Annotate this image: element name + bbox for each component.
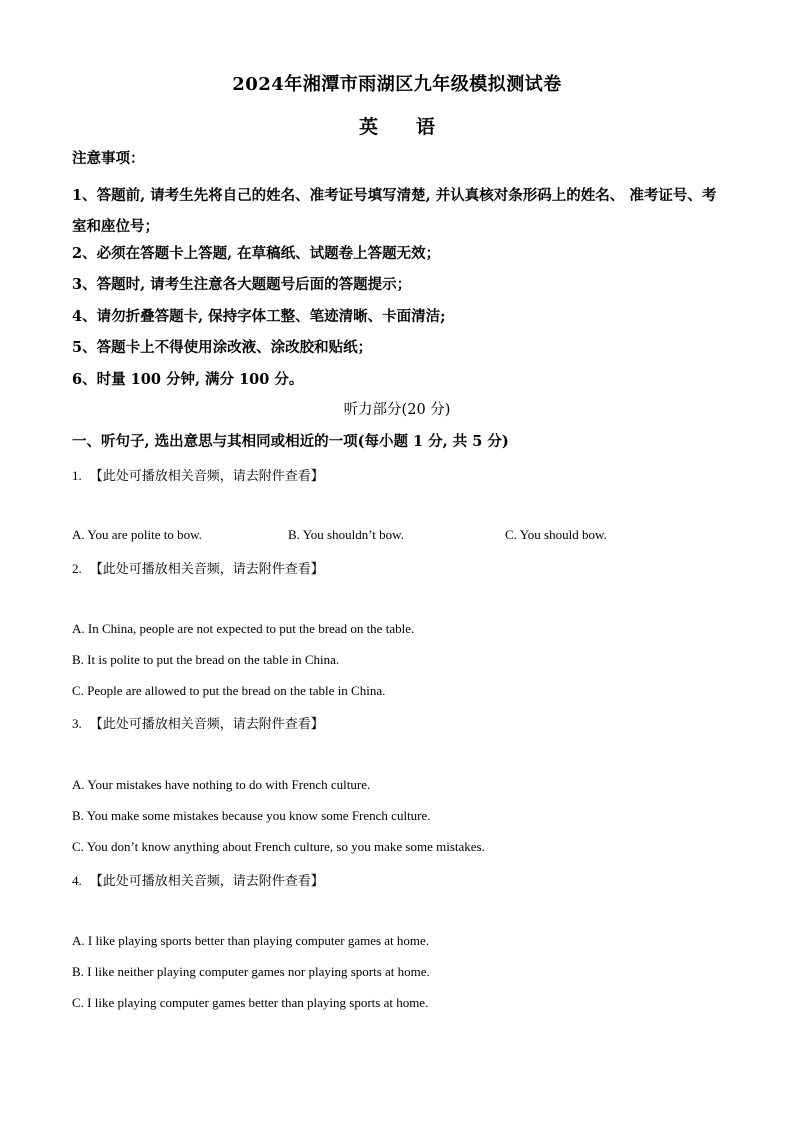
instruction-item: 4、请勿折叠答题卡, 保持字体工整、笔迹清晰、卡面清洁;: [72, 307, 446, 325]
listening-part-title: 听力部分(20 分): [343, 402, 451, 418]
audio-note: 【此处可播放相关音频，请去附件查看】: [89, 469, 324, 484]
question-number: 1.: [72, 468, 82, 483]
exam-title: 2024年湘潭市雨湖区九年级模拟测试卷: [232, 74, 562, 95]
instructions-block: [72, 148, 724, 400]
question-4-option-c[interactable]: C. I like playing computer games better than playing sports at home.: [72, 995, 429, 1010]
instruction-item: 2、必须在答题卡上答题, 在草稿纸、试题卷上答题无效；: [72, 244, 441, 262]
question-1-audio[interactable]: [72, 465, 324, 484]
question-4-option-a[interactable]: A. I like playing sports better than playing computer games at home.: [72, 933, 430, 948]
instruction-item: 5、答题卡上不得使用涂改液、涂改胶和贴纸；: [72, 339, 373, 356]
question-2-option-c[interactable]: C. People are allowed to put the bread on the table in China.: [72, 683, 386, 698]
question-number: 2.: [72, 561, 82, 576]
instruction-item: 6、时量 100 分钟, 满分 100 分。: [72, 370, 304, 388]
question-1-option-b[interactable]: B. You shouldn’t bow.: [288, 527, 404, 542]
question-3-option-c[interactable]: C. You don’t know anything about French culture, so you make some mistakes.: [72, 839, 485, 854]
question-4-audio[interactable]: [72, 870, 324, 889]
instruction-item: 3、答题时, 请考生注意各大题题号后面的答题提示；: [72, 276, 412, 293]
section-title: 一、听句子, 选出意思与其相同或相近的一项(每小题 1 分, 共 5 分): [72, 433, 509, 450]
question-2-option-a[interactable]: A. In China, people are not expected to put the bread on the table.: [72, 621, 415, 636]
question-number: 4.: [72, 873, 82, 888]
question-2-audio[interactable]: [72, 558, 324, 577]
question-4-option-b[interactable]: B. I like neither playing computer games nor playing sports at home.: [72, 964, 430, 979]
question-3-audio[interactable]: [72, 713, 324, 732]
question-2-option-b[interactable]: B. It is polite to put the bread on the table in China.: [72, 652, 340, 667]
instruction-item: 1、答题前, 请考生先将自己的姓名、准考证号填写清楚, 并认真核对条形码上的姓名、 准考证号、考室和座位号；: [72, 186, 717, 235]
question-3-option-b[interactable]: B. You make some mistakes because you know some French culture.: [72, 808, 431, 823]
question-1-option-c[interactable]: C. You should bow.: [505, 527, 607, 542]
question-3-option-a[interactable]: A. Your mistakes have nothing to do with French culture.: [72, 777, 371, 792]
subject-title: 英语: [358, 116, 473, 138]
audio-note: 【此处可播放相关音频，请去附件查看】: [89, 874, 324, 889]
instructions-heading: 注意事项：: [72, 150, 145, 167]
question-1-option-a[interactable]: A. You are polite to bow.: [72, 527, 202, 542]
question-number: 3.: [72, 716, 82, 731]
audio-note: 【此处可播放相关音频，请去附件查看】: [89, 562, 324, 577]
audio-note: 【此处可播放相关音频，请去附件查看】: [89, 717, 324, 732]
